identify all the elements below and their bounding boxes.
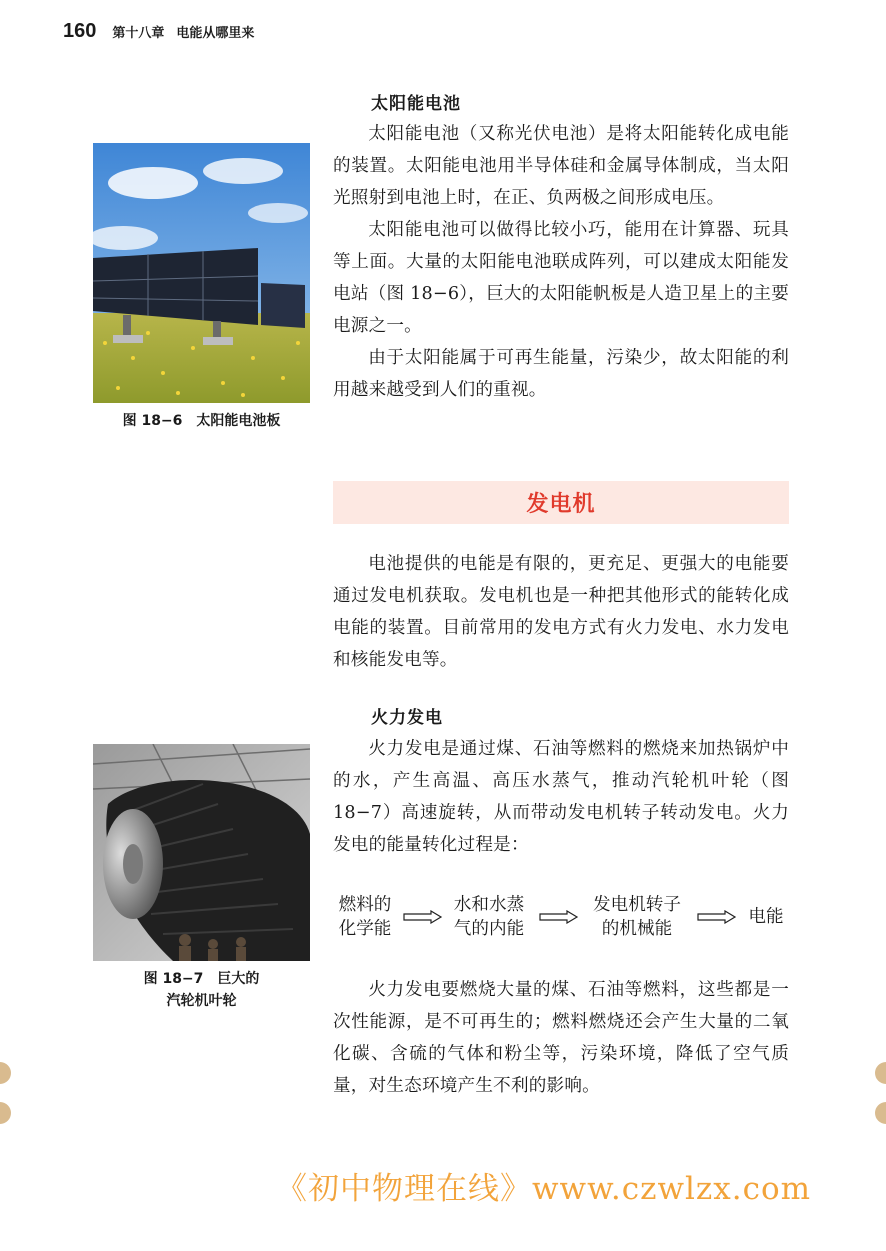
solar-section	[333, 90, 789, 406]
page-number: 160	[63, 20, 97, 42]
edge-dot-right-1	[875, 1062, 886, 1084]
figure-18-6-caption: 图 18−6 太阳能电池板	[122, 413, 281, 429]
figure-18-7-caption	[93, 968, 310, 1012]
energy-flow-diagram	[333, 893, 789, 943]
chapter-number: 第十八章	[112, 26, 165, 41]
flow-node-electric-energy: 电能	[748, 907, 784, 927]
thermal-section	[333, 703, 789, 861]
thermal-closing	[333, 974, 789, 1102]
flow-arrow-3	[697, 910, 737, 924]
page-header	[63, 20, 254, 46]
thermal-heading: 火力发电	[371, 708, 443, 728]
generator-intro	[333, 548, 789, 676]
generator-intro-paragraph: 电池提供的电能是有限的，更充足、更强大的电能要通过发电机获取。发电机也是一种把其他形式的能转化成电能的装置。目前常用的发电方式有火力发电、水力发电和核能发电等。	[333, 554, 789, 670]
edge-dot-left-1	[0, 1062, 11, 1084]
flow-node-internal-energy: 水和水蒸 气的内能	[453, 895, 525, 939]
flow-node-chemical-energy: 燃料的 化学能	[338, 895, 392, 939]
solar-paragraph-3: 由于太阳能属于可再生能量，污染少，故太阳能的利用越来越受到人们的重视。	[333, 348, 789, 400]
watermark: 《初中物理在线》www.czwlzx.com	[276, 1171, 812, 1207]
thermal-paragraph: 火力发电是通过煤、石油等燃料的燃烧来加热锅炉中的水，产生高温、高压水蒸气，推动汽轮机叶轮（图 18−7）高速旋转，从而带动发电机转子转动发电。火力发电的能量转化过程是：	[333, 739, 789, 855]
solar-paragraph-2: 太阳能电池可以做得比较小巧，能用在计算器、玩具等上面。大量的太阳能电池联成阵列，可以建成太阳能发电站（图 18−6），巨大的太阳能帆板是人造卫星上的主要电源之一。	[333, 220, 789, 336]
flow-node-mechanical-energy: 发电机转子 的机械能	[593, 895, 681, 939]
edge-dot-right-2	[875, 1102, 886, 1124]
flow-arrow-2	[539, 910, 579, 924]
section-title-bar	[333, 481, 789, 524]
chapter-title: 电能从哪里来	[176, 26, 255, 41]
solar-paragraph-1: 太阳能电池（又称光伏电池）是将太阳能转化成电能的装置。太阳能电池用半导体硅和金属导体制成，当太阳光照射到电池上时，在正、负两极之间形成电压。	[333, 124, 789, 208]
section-title: 发电机	[526, 492, 596, 517]
figure-18-7-caption-line2: 汽轮机叶轮	[166, 993, 237, 1009]
solar-heading: 太阳能电池	[371, 94, 461, 114]
chapter-label	[112, 22, 254, 41]
figure-18-7-caption-line1: 图 18−7 巨大的	[143, 971, 260, 987]
edge-dot-left-2	[0, 1102, 11, 1124]
solar-panel-photo	[93, 143, 310, 403]
flow-arrow-1	[403, 910, 443, 924]
thermal-closing-paragraph: 火力发电要燃烧大量的煤、石油等燃料，这些都是一次性能源，是不可再生的；燃料燃烧还会产生大量的二氧化碳、含硫的气体和粉尘等，污染环境，降低了空气质量，对生态环境产生不利的影响。	[333, 980, 789, 1096]
turbine-photo	[93, 744, 310, 961]
